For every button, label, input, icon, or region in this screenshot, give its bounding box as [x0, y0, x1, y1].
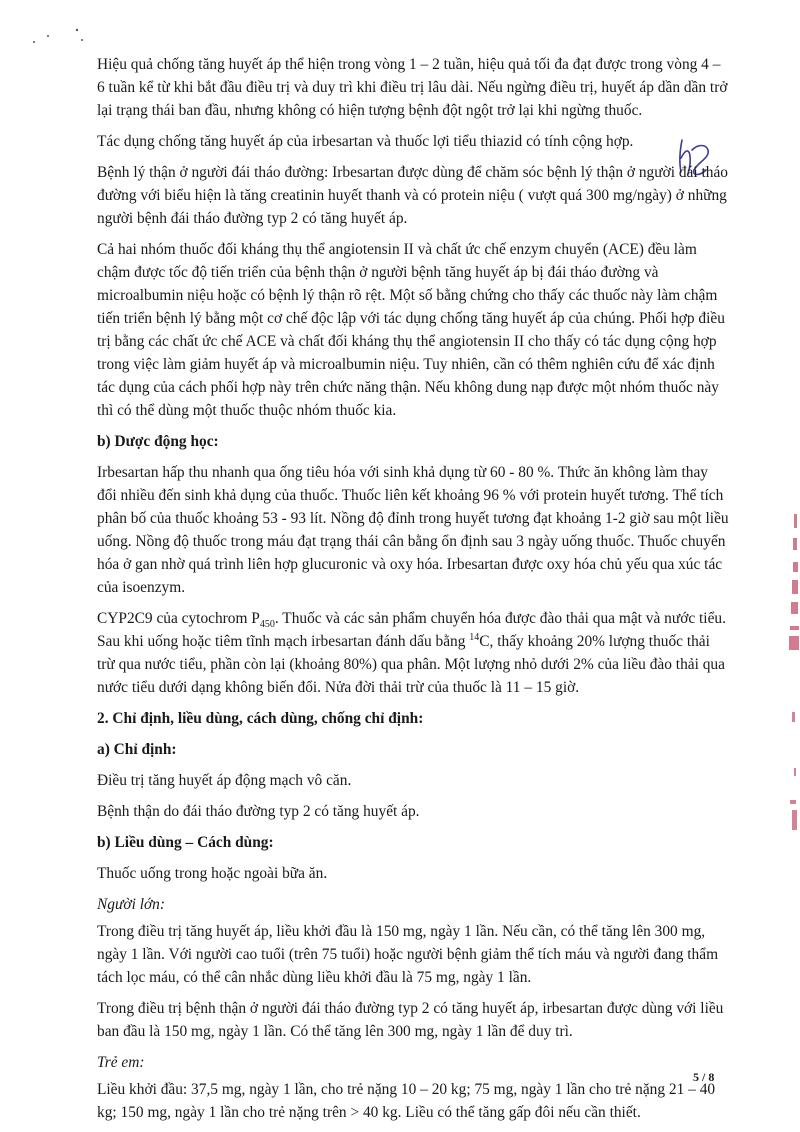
paragraph-metabolism-excretion: [97, 607, 729, 699]
heading-pharmacokinetics: b) Dược động học:: [97, 433, 219, 450]
superscript-14: 14: [469, 631, 480, 643]
heading-section-2: 2. Chỉ định, liều dùng, cách dùng, chống chỉ định:: [97, 710, 424, 727]
paragraph-ace-arb-combination: Cả hai nhóm thuốc đối kháng thụ thể angiotensin II và chất ức chế enzym chuyển (ACE) đều làm chậm được tốc độ tiến triển của bệnh thận ở người bệnh tăng huyết áp bị đái tháo đường và microalbumin niệu hoặc có bệnh lý thận rõ rệt. Một số bằng chứng cho thấy các thuốc này làm chậm tiến triển bệnh lý bằng một cơ chế độc lập với tác dụng chống tăng huyết áp của chúng. Phối hợp điều trị bằng các chất ức chế ACE và chất đối kháng thụ thể angiotensin II cho thấy có tác dụng cộng hợp trong việc làm giảm huyết áp và microalbumin niệu. Tuy nhiên, cần có thêm nghiên cứu để xác định tác dụng của cách phối hợp này trên chức năng thận. Nếu không dung nạp được một nhóm thuốc này thì có thể dùng một thuốc thuộc nhóm thuốc kia.: [97, 241, 725, 419]
page-number: 5 / 8: [693, 1070, 715, 1084]
paragraph-efficacy-onset: Hiệu quả chống tăng huyết áp thể hiện trong vòng 1 – 2 tuần, hiệu quả tối đa đạt được trong vòng 4 – 6 tuần kể từ khi bắt đầu điều trị và duy trì khi điều trị lâu dài. Nếu ngừng điều trị, huyết áp dần dần trở lại trạng thái ban đầu, nhưng không có hiện tượng bệnh đột ngột trở lại khi ngừng thuốc.: [97, 56, 728, 119]
subscript-450: 450: [259, 619, 275, 631]
subheading-adults: Người lớn:: [97, 896, 166, 913]
document-body: [97, 53, 729, 1132]
indication-nephropathy: Bệnh thận do đái tháo đường typ 2 có tăng huyết áp.: [97, 803, 420, 820]
heading-indications: a) Chỉ định:: [97, 741, 177, 758]
paragraph-adult-hypertension-dose: Trong điều trị tăng huyết áp, liều khởi đầu là 150 mg, ngày 1 lần. Nếu cần, có thể tăng lên 300 mg, ngày 1 lần. Với người cao tuổi (trên 75 tuổi) hoặc người bệnh giảm thể tích máu và người đang thẩm tách lọc máu, có thể cân nhắc dùng liều khởi đầu là 75 mg, ngày 1 lần.: [97, 923, 719, 986]
paragraph-diabetic-nephropathy: Bệnh lý thận ở người đái tháo đường: Irbesartan được dùng để chăm sóc bệnh lý thận ở người đái tháo đường với biểu hiện là tăng creatinin huyết thanh và có protein niệu ( vượt quá 300 mg/ngày) ở những người bệnh đái tháo đường typ 2 có tăng huyết áp.: [97, 164, 728, 227]
heading-dosage: b) Liều dùng – Cách dùng:: [97, 834, 274, 851]
subheading-children: Trẻ em:: [97, 1054, 145, 1071]
paragraph-with-meals: Thuốc uống trong hoặc ngoài bữa ăn.: [97, 865, 328, 882]
paragraph-adult-nephropathy-dose: Trong điều trị bệnh thận ở người đái tháo đường typ 2 có tăng huyết áp, irbesartan được dùng với liều ban đầu là 150 mg, ngày 1 lần. Có thể tăng lên 300 mg, ngày 1 lần để duy trì.: [97, 1000, 724, 1040]
paragraph-pediatric-dose: Liều khởi đầu: 37,5 mg, ngày 1 lần, cho trẻ nặng 10 – 20 kg; 75 mg, ngày 1 lần cho trẻ nặng 21 – 40 kg; 150 mg, ngày 1 lần cho trẻ nặng trên > 40 kg. Liều có thể tăng gấp đôi nếu cần thiết.: [97, 1081, 716, 1121]
scan-specks: [30, 20, 90, 50]
indication-hypertension: Điều trị tăng huyết áp động mạch vô căn.: [97, 772, 352, 789]
text-cyp2c9: CYP2C9 của cytochrom P: [97, 610, 260, 627]
text-excretion: . Thuốc và các sản phẩm chuyển hóa được đào thải qua mật và nước tiểu. Sau khi uống hoặc tiêm tĩnh mạch irbesartan đánh dấu bằng: [97, 610, 726, 650]
text-half-life: C, thấy khoảng 20% lượng thuốc thải trừ qua nước tiểu, phần còn lại (khoảng 80%) qua phân. Một lượng nhỏ dưới 2% của liều đào thải qua nước tiểu dưới dạng không biến đổi. Nửa đời thải trừ của thuốc là 11 – 15 giờ.: [97, 633, 725, 696]
edge-marks: [780, 710, 800, 840]
paragraph-thiazide-synergy: Tác dụng chống tăng huyết áp của irbesartan và thuốc lợi tiểu thiazid có tính cộng hợp.: [97, 133, 634, 150]
paragraph-absorption: Irbesartan hấp thu nhanh qua ống tiêu hóa với sinh khả dụng từ 60 - 80 %. Thức ăn không làm thay đổi nhiều đến sinh khả dụng của thuốc. Thuốc liên kết khoảng 96 % với protein huyết tương. Thể tích phân bố của thuốc khoảng 53 - 93 lít. Nồng độ đỉnh trong huyết tương đạt khoảng 1-2 giờ sau một liều uống. Nồng độ thuốc trong máu đạt trạng thái cân bằng ổn định sau 3 ngày uống thuốc. Thuốc chuyển hóa ở gan nhờ quá trình liên hợp glucuronic và oxy hóa. Irbesartan được oxy hóa chủ yếu qua xúc tác của isoenzym.: [97, 464, 729, 596]
